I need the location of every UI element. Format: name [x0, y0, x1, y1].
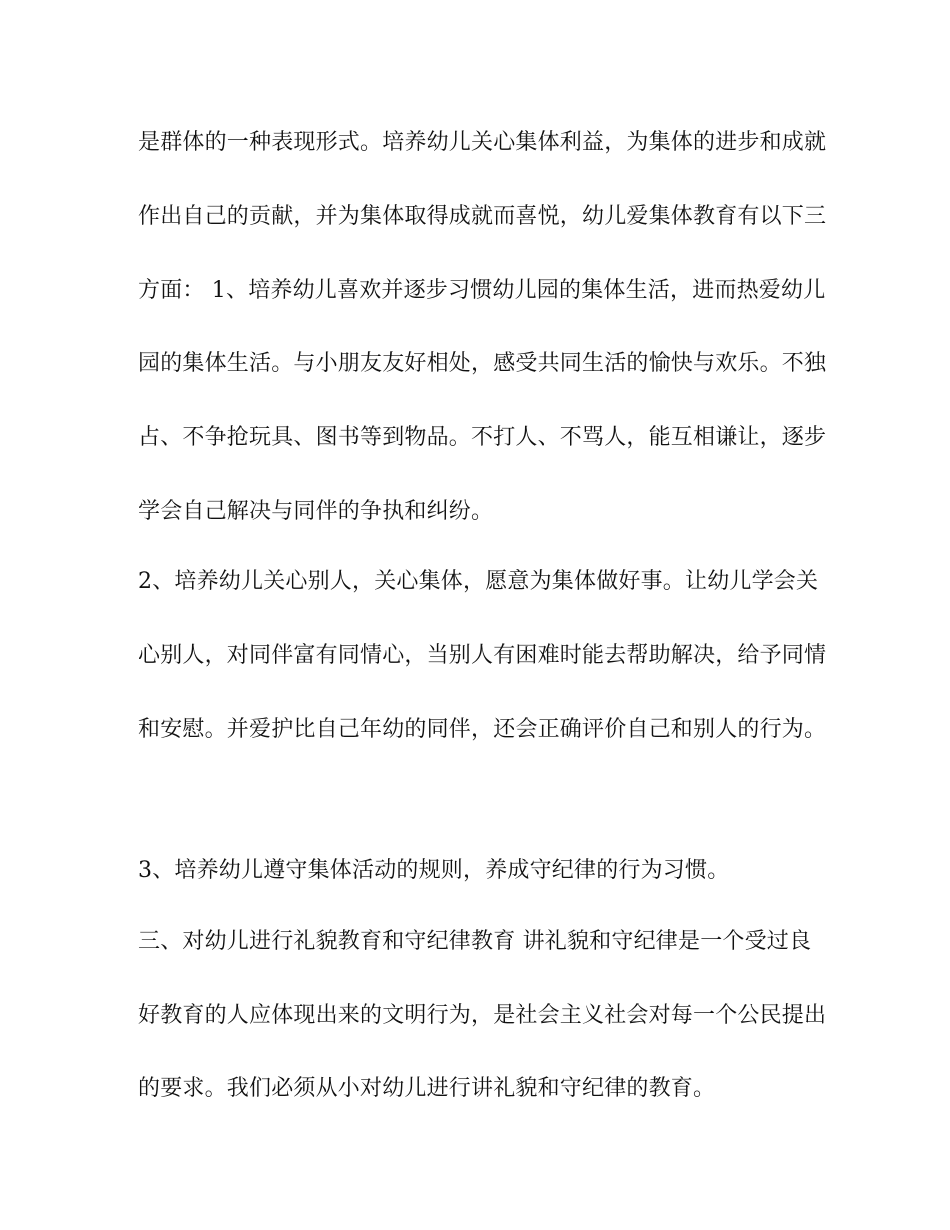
text-line: 2、培养幼儿关心别人，关心集体，愿意为集体做好事。让幼儿学会关 — [138, 569, 819, 594]
text-line: 心别人，对同伴富有同情心，当别人有困难时能去帮助解决，给予同情 — [138, 643, 827, 668]
text-line: 作出自己的贡献，并为集体取得成就而喜悦，幼儿爱集体教育有以下三 — [138, 204, 827, 229]
text-line: 3、培养幼儿遵守集体活动的规则，养成守纪律的行为习惯。 — [138, 858, 730, 883]
text-line: 三、对幼儿进行礼貌教育和守纪律教育 讲礼貌和守纪律是一个受过良 — [138, 929, 812, 954]
text-line: 和安慰。并爱护比自己年幼的同伴，还会正确评价自己和别人的行为。 — [138, 717, 827, 742]
text-line: 是群体的一种表现形式。培养幼儿关心集体利益，为集体的进步和成就 — [138, 130, 827, 155]
text-line: 的要求。我们必须从小对幼儿进行讲礼貌和守纪律的教育。 — [138, 1076, 716, 1101]
text-line: 方面： 1、培养幼儿喜欢并逐步习惯幼儿园的集体生活，进而热爱幼儿 — [138, 278, 826, 303]
text-line: 学会自己解决与同伴的争执和纠纷。 — [138, 499, 494, 524]
text-line: 园的集体生活。与小朋友友好相处，感受共同生活的愉快与欢乐。不独 — [138, 351, 827, 376]
text-line: 好教育的人应体现出来的文明行为，是社会主义社会对每一个公民提出 — [138, 1003, 827, 1028]
text-line: 占、不争抢玩具、图书等到物品。不打人、不骂人，能互相谦让，逐步 — [138, 425, 827, 450]
